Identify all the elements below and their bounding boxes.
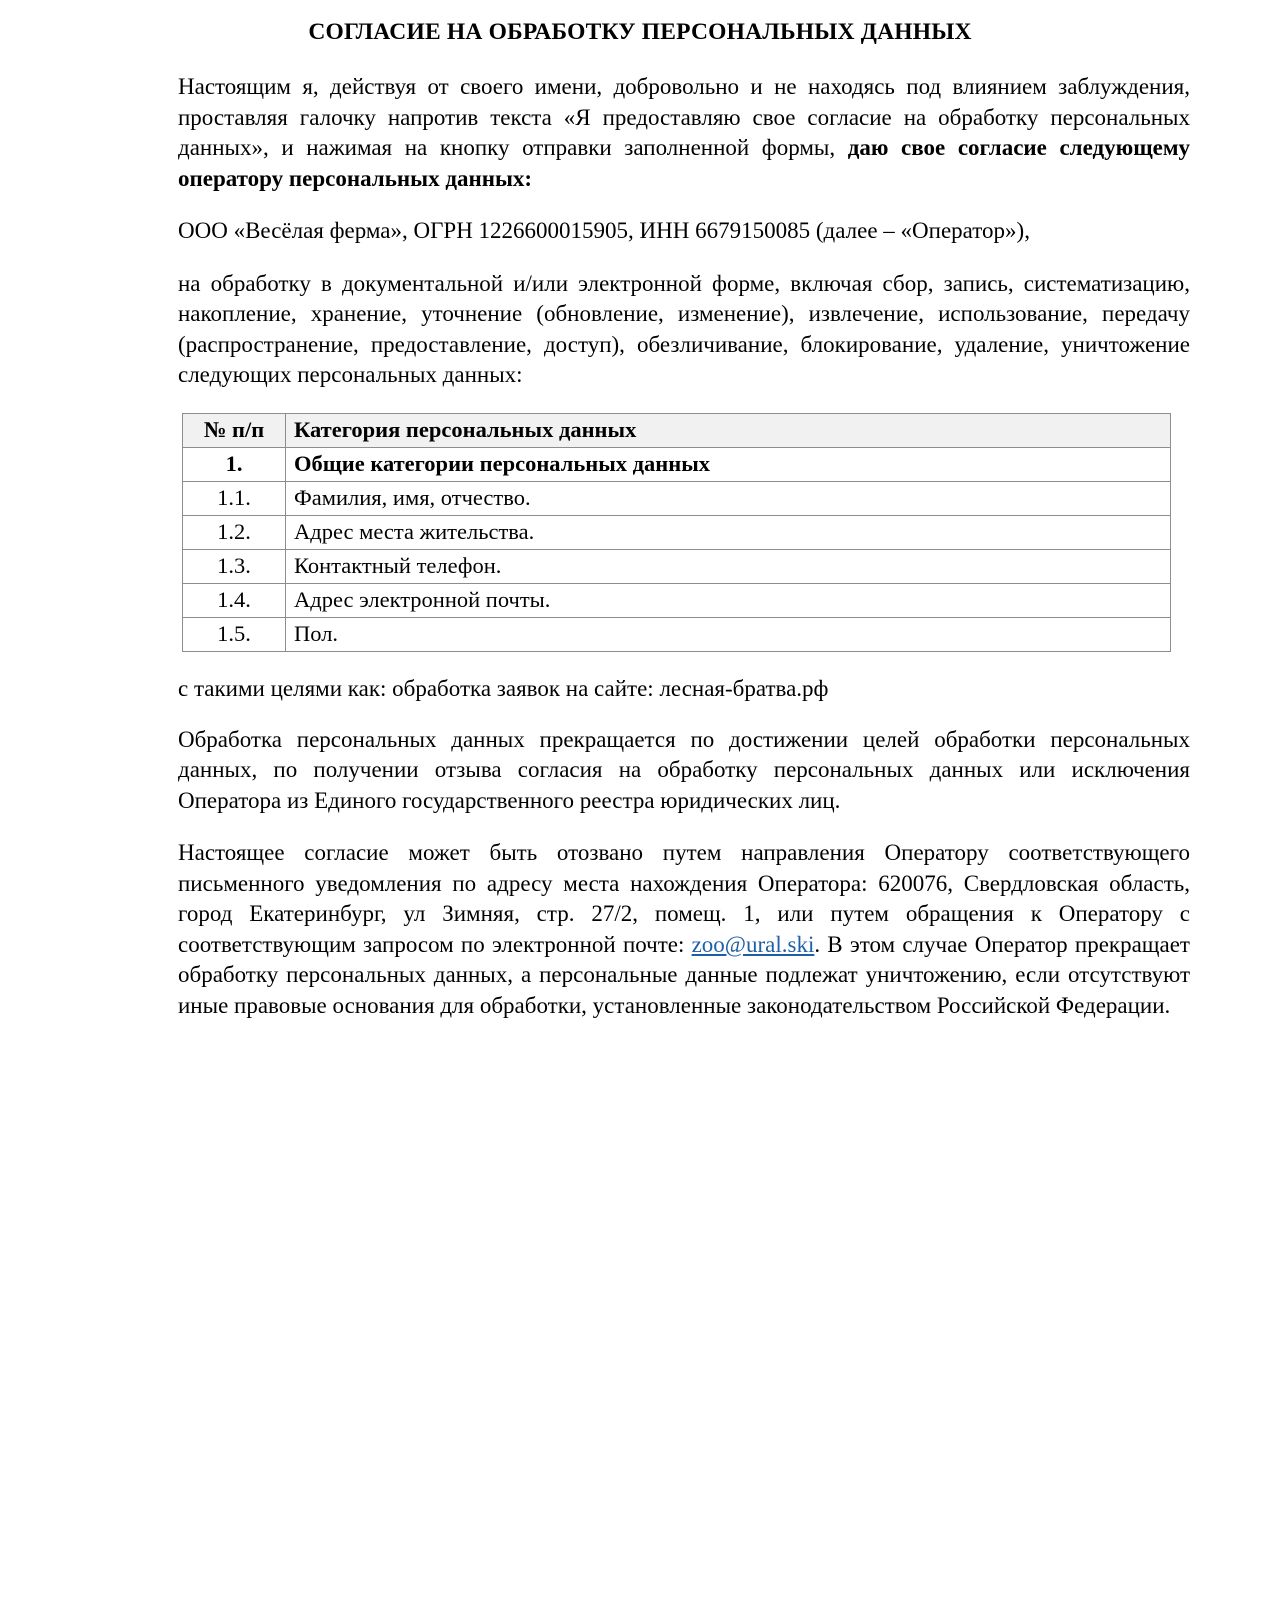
row-number: 1.4. [183,584,286,618]
table-row [183,447,1171,481]
operator-line: ООО «Весёлая ферма», ОГРН 1226600015905, ИНН 6679150085 (далее – «Оператор»), [178,218,1030,244]
table-header-category: Категория персональных данных [286,413,1171,447]
table-header-number: № п/п [183,413,286,447]
row-category: Фамилия, имя, отчество. [286,481,1171,515]
row-number: 1. [183,447,286,481]
row-number: 1.1. [183,481,286,515]
row-category: Общие категории персональных данных [286,447,1171,481]
table-row [183,481,1171,515]
personal-data-table [182,413,1171,653]
processing-scope-paragraph: на обработку в документальной и/или электронной форме, включая сбор, запись, систематизацию, накопление, хранение, уточнение (обновление, изменение), извлечение, использование, передачу (распространение, предоставление, доступ), обезличивание, блокирование, удаление, уничтожение следующих персональных данных: [178,270,1190,388]
table-row [183,550,1171,584]
table-header-row [183,413,1171,447]
revocation-text-before-email: Настоящее согласие может быть отозвано путем направления Оператору соответствующего письменного уведомления по адресу места нахождения Оператора: 620076, Свердловская область, город Екатеринбург, ул Зимняя, стр. 27/2, помещ. 1, или путем обращения к Оператору с соответствующим запросом по электронной почте: [178,840,1190,957]
revocation-paragraph [178,838,1190,1021]
row-category: Контактный телефон. [286,550,1171,584]
table-row [183,515,1171,549]
revocation-text-after-email: . В этом случае Оператор прекращает обработку персональных данных, а персональные данные подлежат уничтожению, если отсутствуют иные правовые основания для обработки, установленные законодательством Российской Федерации. [178,931,1190,1018]
row-number: 1.2. [183,515,286,549]
purposes-line: с такими целями как: обработка заявок на сайте: лесная-братва.рф [178,676,829,702]
termination-paragraph: Обработка персональных данных прекращается по достижении целей обработки персональных данных, по получении отзыва согласия на обработку персональных данных или исключения Оператора из Единого государственного реестра юридических лиц. [178,726,1190,813]
row-category: Пол. [286,618,1171,652]
table-row [183,584,1171,618]
intro-text-part1: Настоящим я, действуя от своего имени, добровольно и не находясь под влиянием заблуждения, проставляя галочку напротив текста «Я предоставляю свое согласие на обработку персональных данных», и нажимая на кнопку отправки заполненной формы, [178,74,1190,161]
row-number: 1.5. [183,618,286,652]
row-category: Адрес электронной почты. [286,584,1171,618]
table-row [183,618,1171,652]
row-number: 1.3. [183,550,286,584]
intro-text-bold: даю свое согласие следующему оператору персональных данных: [178,135,1190,191]
operator-email-link[interactable]: zoo@ural.ski [691,931,815,957]
page-title: СОГЛАСИЕ НА ОБРАБОТКУ ПЕРСОНАЛЬНЫХ ДАННЫХ [308,19,972,45]
intro-paragraph [178,72,1190,194]
row-category: Адрес места жительства. [286,515,1171,549]
